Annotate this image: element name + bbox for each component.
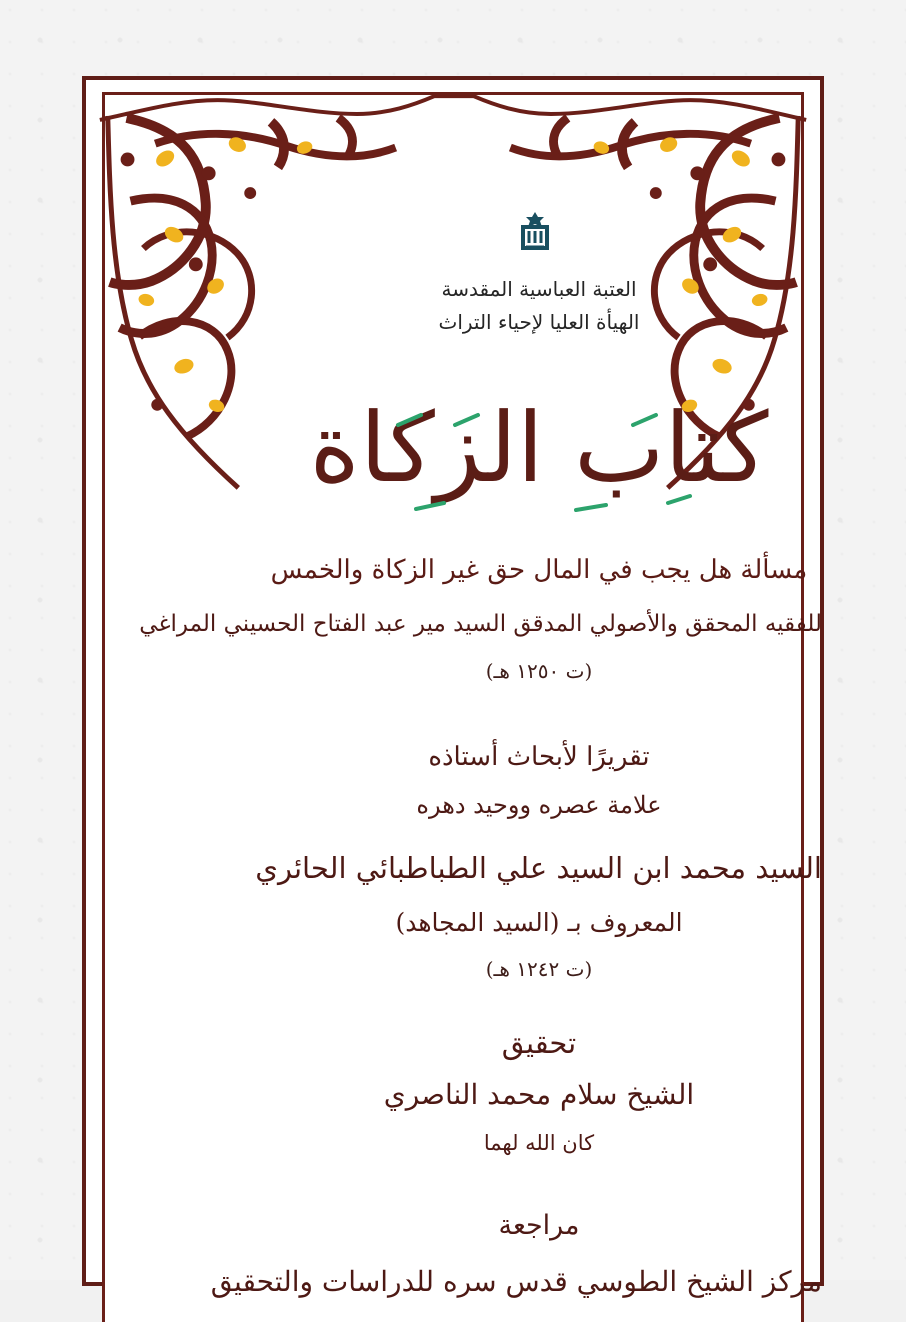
review-heading: مراجعة	[498, 1210, 580, 1241]
institution-line-1: العتبة العباسية المقدسة	[441, 277, 637, 301]
author-line: للفقيه المحقق والأصولي المدقق السيد مير عبد الفتاح الحسيني المراغي	[139, 611, 822, 637]
book-title: كتاب الزكاة	[309, 392, 769, 504]
book-subtitle: مسألة هل يجب في المال حق غير الزكاة والخمس	[270, 555, 808, 585]
scholar-death-date: (ت ١٢٤٢ هـ)	[485, 957, 593, 981]
institution-line-2: الهيأة العليا لإحياء التراث	[438, 310, 640, 334]
report-line-1: تقريرًا لأبحاث أستاذه	[428, 742, 650, 772]
scholar-known-as: المعروف بـ (السيد المجاهد)	[395, 908, 683, 937]
scholar-name: السيد محمد ابن السيد علي الطباطبائي الحائري	[255, 851, 822, 885]
author-death-date: (ت ١٢٥٠ هـ)	[485, 659, 593, 683]
institution-logo-icon	[516, 211, 554, 251]
investigator-name: الشيخ سلام محمد الناصري	[383, 1078, 695, 1111]
prayer-text: كان الله لهما	[483, 1131, 595, 1155]
review-center: مركز الشيخ الطوسي قدس سره للدراسات والتحقيق	[210, 1265, 822, 1298]
verification-heading: تحقيق	[501, 1026, 577, 1060]
report-line-2: علامة عصره ووحيد دهره	[416, 791, 662, 819]
book-cover-frame	[82, 76, 824, 1298]
